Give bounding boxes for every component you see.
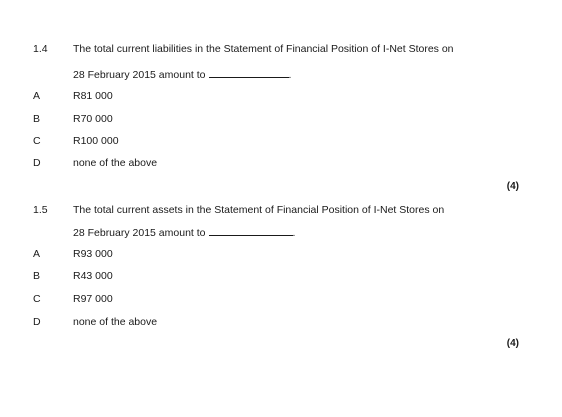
option-text-b: R43 000 <box>73 270 113 282</box>
option-text-a: R93 000 <box>73 248 113 260</box>
question-marks: (4) <box>506 338 519 349</box>
question-stem-line-1: The total current liabilities in the Statement of Financial Position of I-Net Stores on <box>73 43 454 55</box>
question-number: 1.5 <box>33 204 48 216</box>
question-stem-text: 28 February 2015 amount to <box>73 69 206 81</box>
option-text-b: R70 000 <box>73 113 113 125</box>
answer-blank <box>209 68 289 78</box>
question-stem-line-2 <box>73 226 295 239</box>
question-marks: (4) <box>506 181 519 192</box>
question-stem-line-1: The total current assets in the Statement of Financial Position of I-Net Stores on <box>73 204 445 216</box>
option-letter-a: A <box>33 248 41 260</box>
question-stem-text: 28 February 2015 amount to <box>73 227 206 239</box>
option-text-c: R100 000 <box>73 135 119 147</box>
option-letter-b: B <box>33 113 41 125</box>
question-stem-end: . <box>288 69 292 81</box>
option-text-d: none of the above <box>73 157 158 169</box>
option-text-a: R81 000 <box>73 90 113 102</box>
option-text-d: none of the above <box>73 316 158 328</box>
answer-blank <box>209 226 293 236</box>
option-text-c: R97 000 <box>73 293 113 305</box>
option-letter-c: C <box>33 135 41 147</box>
option-letter-c: C <box>33 293 41 305</box>
option-letter-a: A <box>33 90 41 102</box>
question-stem-line-2 <box>73 68 291 81</box>
question-number: 1.4 <box>33 43 48 55</box>
question-stem-end: . <box>292 227 296 239</box>
option-letter-b: B <box>33 270 41 282</box>
option-letter-d: D <box>33 157 41 169</box>
option-letter-d: D <box>33 316 41 328</box>
